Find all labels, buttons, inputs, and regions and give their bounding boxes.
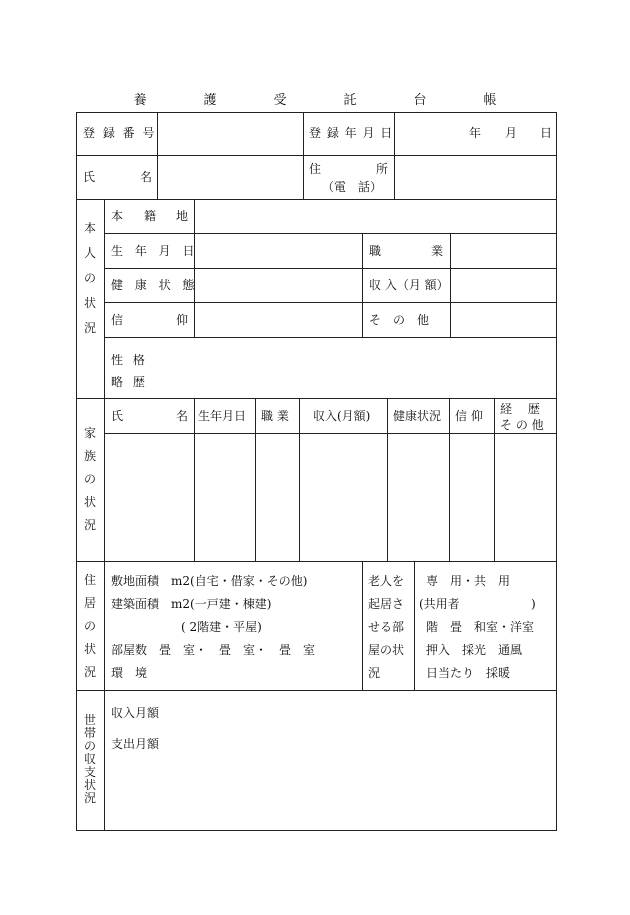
- personality-label: 性 格: [111, 353, 148, 367]
- col-divider: [303, 112, 304, 199]
- tatami-room-label: 階 畳 和室・洋室: [426, 620, 535, 634]
- col-divider: [494, 398, 495, 561]
- col-divider: [394, 112, 395, 199]
- section-label-honnin: 本 人 の 状 況: [83, 221, 96, 335]
- row-divider: [104, 337, 557, 338]
- other-label: そ の 他: [369, 313, 430, 327]
- faith-label: 信: [111, 313, 124, 327]
- sunlight-heating-label: 日当たり 採暖: [426, 666, 511, 680]
- birthdate-label: 生 年 月 日: [111, 244, 199, 258]
- col-divider: [194, 199, 195, 337]
- family-col-birthdate: 生年月日: [198, 409, 247, 423]
- day-label: 日: [540, 126, 553, 140]
- elder-room-label: 老人を: [368, 574, 405, 588]
- elder-room-label: 況: [368, 666, 381, 680]
- elder-room-label: 起居さ: [368, 597, 405, 611]
- history-label: 略 歴: [111, 375, 148, 389]
- col-divider: [157, 112, 158, 199]
- section-label-housing: 住 居 の 状 況: [83, 573, 96, 679]
- phone-label: （電 話）: [322, 180, 383, 194]
- name-label: 氏: [83, 170, 96, 184]
- section-label-finance: 世 帯 の 収 支 状 況: [83, 713, 96, 805]
- occupation-label: 職: [369, 244, 382, 258]
- name-label: 名: [140, 170, 153, 184]
- row-divider: [104, 233, 557, 234]
- page-title: 養 護 受 託 台 帳: [133, 93, 519, 108]
- income-label: 収 入（月 額）: [369, 278, 449, 292]
- family-col-name: 名: [176, 409, 189, 423]
- health-label: 健 康 状 態: [111, 278, 199, 292]
- family-col-faith: 信 仰: [455, 409, 483, 423]
- col-divider: [387, 398, 388, 561]
- family-col-occupation: 職 業: [261, 409, 289, 423]
- floors-label: ( 2階建・平屋): [181, 620, 262, 634]
- registration-number-label: 登 録 番 号: [83, 126, 157, 140]
- shared-user-close: ): [531, 597, 536, 611]
- row-divider: [76, 155, 557, 156]
- occupation-label: 業: [431, 244, 444, 258]
- address-label: 所: [376, 162, 389, 176]
- domicile-label: 本: [111, 209, 124, 223]
- elder-room-label: せる部: [368, 620, 405, 634]
- row-divider: [76, 561, 557, 562]
- family-col-name: 氏: [111, 409, 124, 423]
- col-divider: [449, 398, 450, 561]
- environment-label: 環 境: [111, 666, 148, 680]
- section-label-family: 家 族 の 状 況: [83, 426, 96, 532]
- registration-date-label: 登 録 年 月 日: [309, 126, 394, 140]
- col-divider: [362, 233, 363, 337]
- domicile-label: 地: [176, 209, 189, 223]
- month-label: 月: [505, 126, 518, 140]
- row-divider: [76, 690, 557, 691]
- row-divider: [104, 302, 557, 303]
- family-col-other: そ の 他: [500, 418, 544, 432]
- address-label: 住: [309, 162, 322, 176]
- family-col-history: 経 歴: [500, 402, 540, 416]
- col-divider: [194, 398, 195, 561]
- col-divider: [450, 233, 451, 337]
- storage-light-label: 押入 採光 通風: [426, 643, 523, 657]
- row-divider: [104, 268, 557, 269]
- domicile-label: 籍: [144, 209, 157, 223]
- land-area-label: 敷地面積 m2(自宅・借家・その他): [111, 574, 308, 588]
- building-area-label: 建築面積 m2(一戸建・棟建): [111, 597, 272, 611]
- col-divider: [299, 398, 300, 561]
- row-divider: [104, 433, 557, 434]
- income-monthly-label: 収入月額: [111, 706, 160, 720]
- year-label: 年: [469, 126, 482, 140]
- col-divider: [362, 561, 363, 690]
- family-col-income: 収入(月額): [313, 409, 371, 423]
- col-divider: [414, 561, 415, 690]
- row-divider: [76, 199, 557, 200]
- faith-label: 仰: [176, 313, 189, 327]
- col-divider: [255, 398, 256, 561]
- expense-monthly-label: 支出月額: [111, 737, 160, 751]
- exclusive-shared-label: 専 用・共 用: [426, 574, 511, 588]
- col-divider: [104, 199, 105, 831]
- rooms-label: 部屋数 畳 室・ 畳 室・ 畳 室: [111, 643, 316, 657]
- row-divider: [76, 398, 557, 399]
- elder-room-label: 屋の状: [368, 643, 405, 657]
- shared-user-label: (共用者: [419, 597, 460, 611]
- family-col-health: 健康状況: [393, 409, 442, 423]
